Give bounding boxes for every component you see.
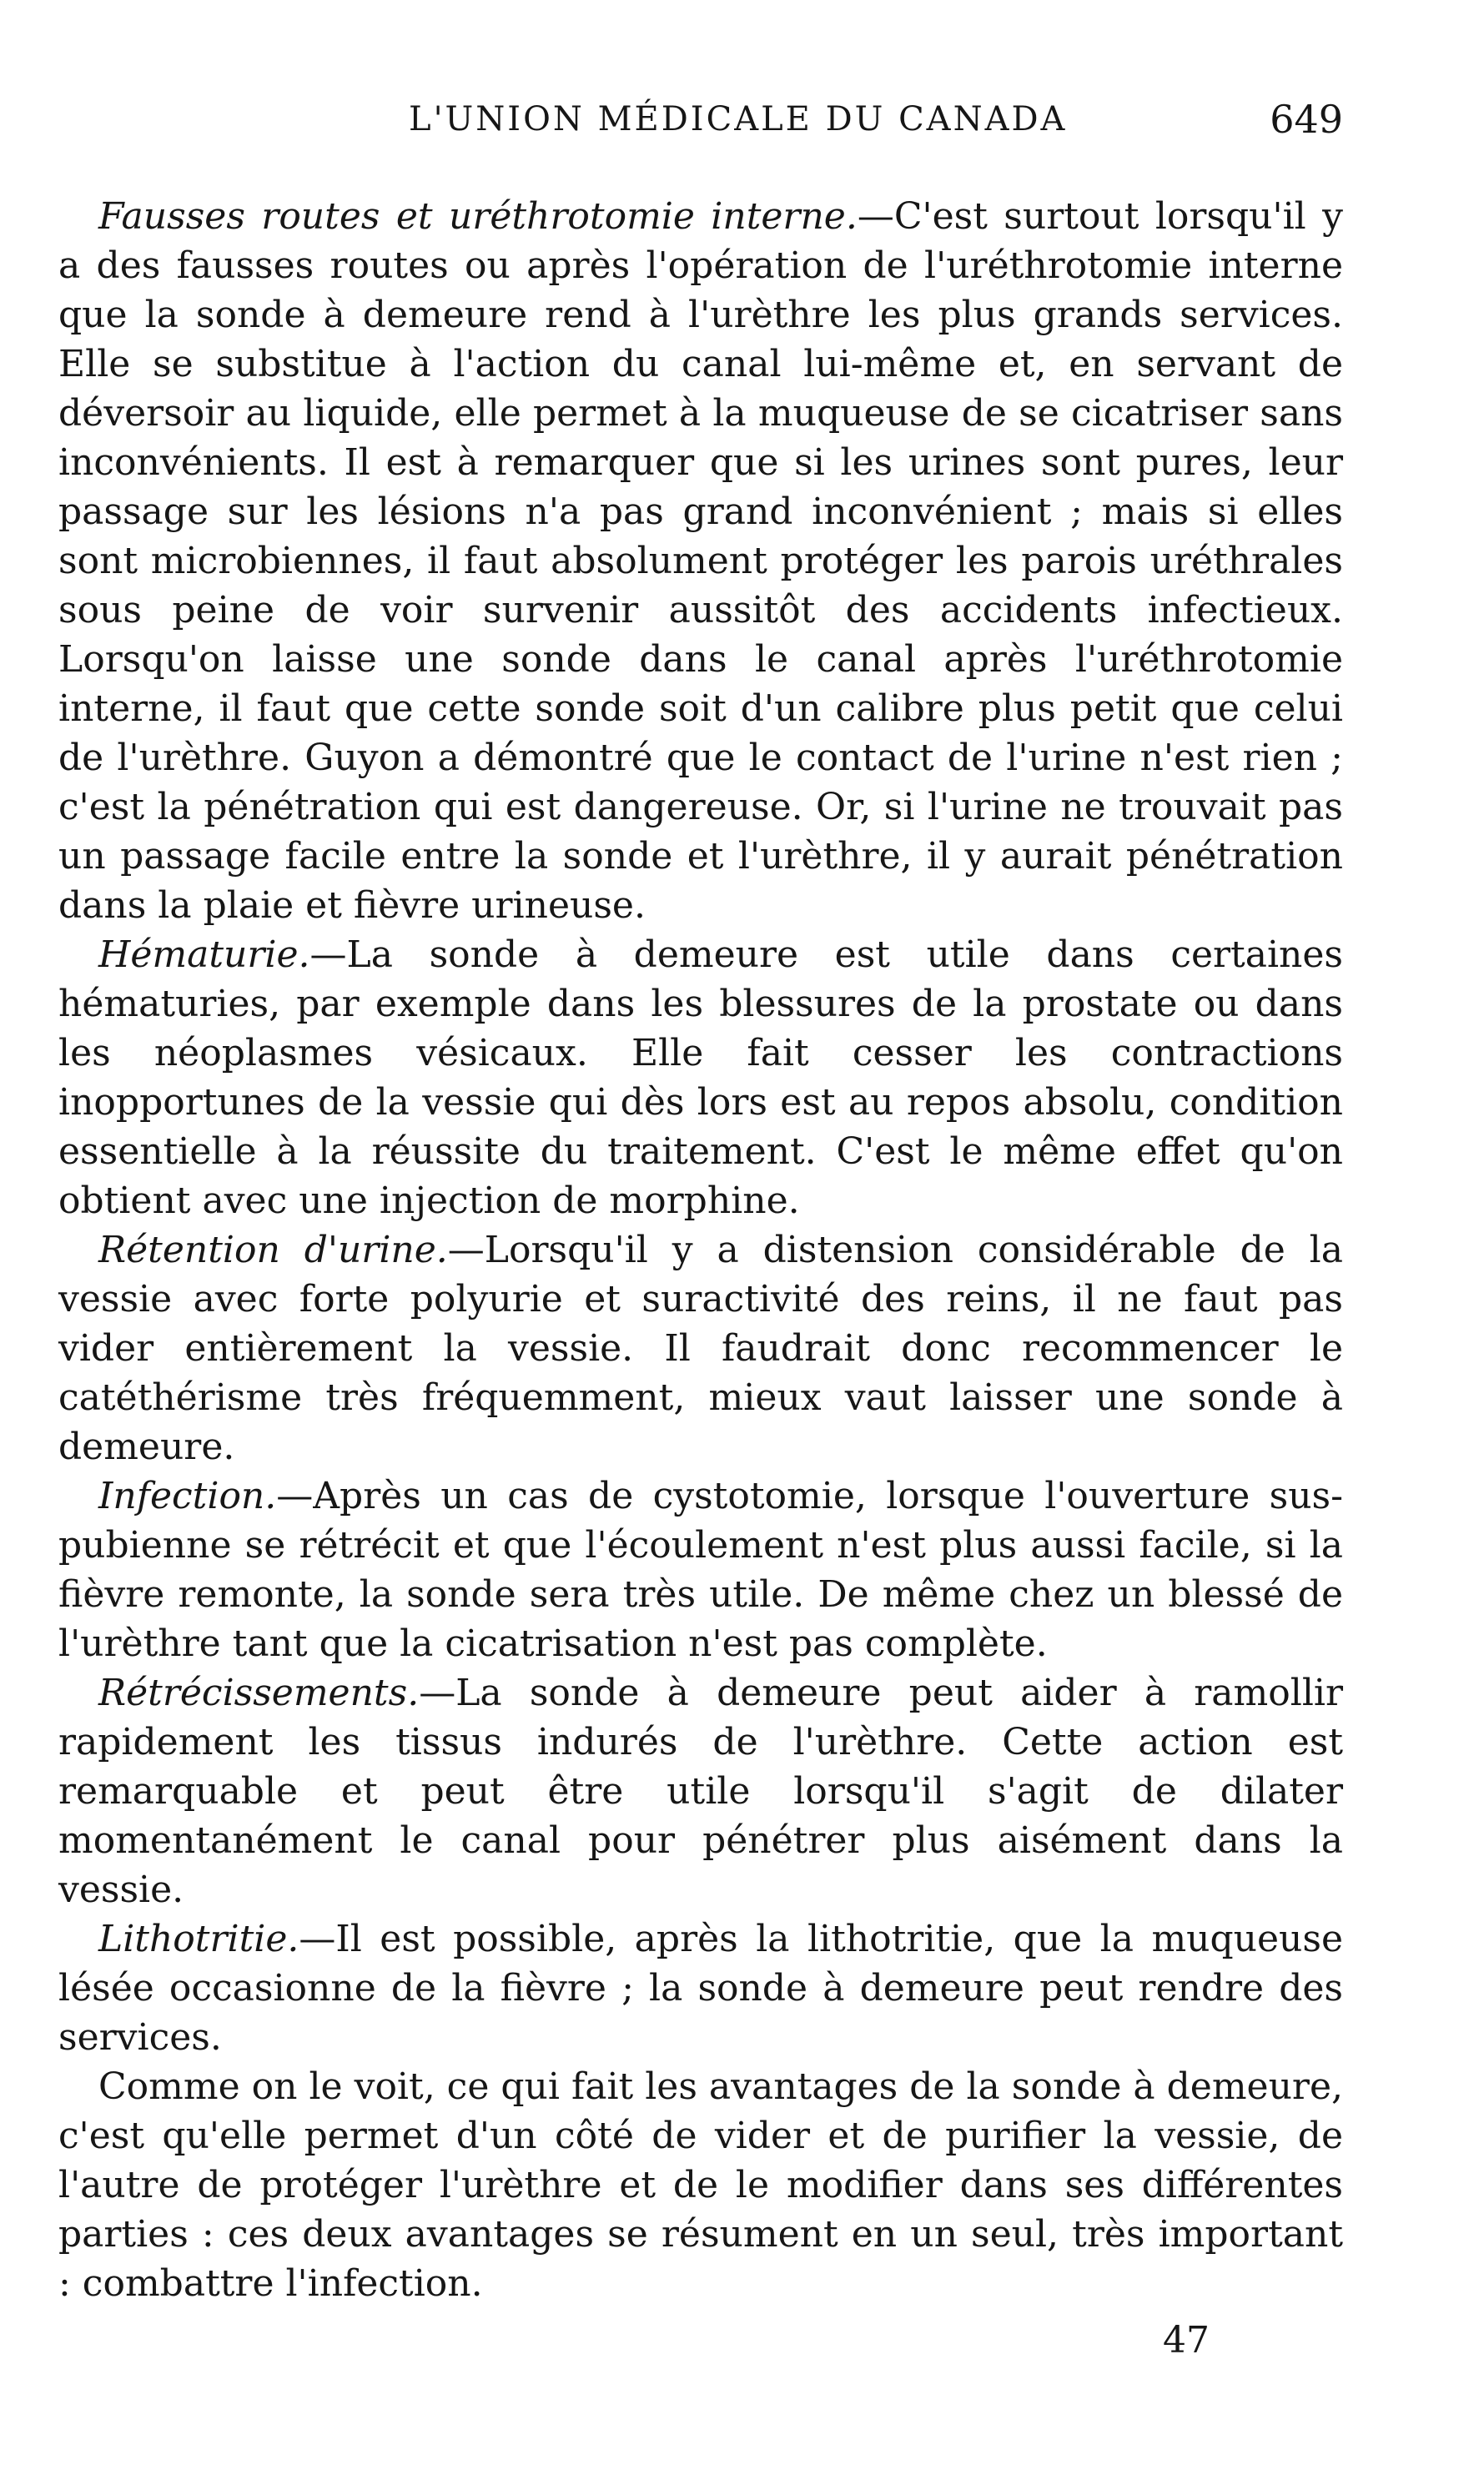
paragraph-lead: Rétrécissements.: [98, 1672, 420, 1714]
paragraph-lead: Hématurie.: [98, 933, 310, 976]
paragraph-lead: Fausses routes et uréthrotomie interne.: [98, 195, 858, 238]
paragraph-retrecissements: [58, 1668, 1343, 1914]
paragraph-hematurie: [58, 930, 1343, 1225]
paragraph-body: —La sonde à demeure est utile dans certaines hématuries, par exemple dans les blessures de la prostate ou dans les néoplasmes vésicaux. Elle fait cesser les contractions inopportunes de la vessie qui dès lors est au repos absolu, condition essentielle à la réussite du traitement. C'est le même effet qu'on obtient avec une injection de morphine.: [58, 933, 1343, 1222]
page-number: 649: [1270, 97, 1343, 142]
paragraph-lithotritie: [58, 1914, 1343, 2062]
paragraph-infection: [58, 1471, 1343, 1668]
paragraph-body: —Après un cas de cystotomie, lorsque l'ouverture sus-pubienne se rétrécit et que l'écoulement n'est plus aussi facile, si la fièvre remonte, la sonde sera très utile. De même chez un blessé de l'urèthre tant que la cicatrisation n'est pas complète.: [58, 1475, 1343, 1665]
paragraph-retention: [58, 1225, 1343, 1471]
paragraph-lead: Infection.: [98, 1475, 277, 1517]
paragraph-body: —C'est surtout lorsqu'il y a des fausses routes ou après l'opération de l'uréthrotomie interne que la sonde à demeure rend à l'urèthre les plus grands services. Elle se substitue à l'action du canal lui-même et, en servant de déversoir au liquide, elle permet à la muqueuse de se cicatriser sans inconvénients. Il est à remarquer que si les urines sont pures, leur passage sur les lésions n'a pas grand inconvénient ; mais si elles sont microbiennes, il faut absolument protéger les parois uréthrales sous peine de voir survenir aussitôt des accidents infectieux. Lorsqu'on laisse une sonde dans le canal après l'uréthrotomie interne, il faut que cette sonde soit d'un calibre plus petit que celui de l'urèthre. Guyon a démontré que le contact de l'urine n'est rien ; c'est la pénétration qui est dangereuse. Or, si l'urine ne trouvait pas un passage facile entre la sonde et l'urèthre, il y aurait pénétration dans la plaie et fièvre urineuse.: [58, 195, 1343, 927]
paragraph-conclusion: [58, 2062, 1343, 2308]
paragraph-body: —Lorsqu'il y a distension considérable de la vessie avec forte polyurie et suractivité des reins, il ne faut pas vider entièrement la vessie. Il faudrait donc recommencer le catéthérisme très fréquemment, mieux vaut laisser une sonde à demeure.: [58, 1229, 1343, 1468]
page-header: [58, 92, 1343, 158]
signature-mark: 47: [1163, 2319, 1210, 2362]
body-text: [58, 192, 1343, 2308]
running-head: L'UNION MÉDICALE DU CANADA: [409, 100, 1068, 138]
paragraph-lead: Lithotritie.: [98, 1918, 299, 1960]
page: [58, 92, 1343, 2362]
paragraph-body: —La sonde à demeure peut aider à ramollir rapidement les tissus indurés de l'urèthre. Cette action est remarquable et peut être utile lorsqu'il s'agit de dilater momentanément le canal pour pénétrer plus aisément dans la vessie.: [58, 1672, 1343, 1911]
paragraph-body: —Il est possible, après la lithotritie, que la muqueuse lésée occasionne de la fièvre ; la sonde à demeure peut rendre des services.: [58, 1918, 1343, 2059]
paragraph-fausses-routes: [58, 192, 1343, 930]
paragraph-body: Comme on le voit, ce qui fait les avantages de la sonde à demeure, c'est qu'elle permet d'un côté de vider et de purifier la vessie, de l'autre de protéger l'urèthre et de le modifier dans ses différentes parties : ces deux avantages se résument en un seul, très important : combattre l'infection.: [58, 2065, 1343, 2305]
paragraph-lead: Rétention d'urine.: [98, 1229, 448, 1271]
